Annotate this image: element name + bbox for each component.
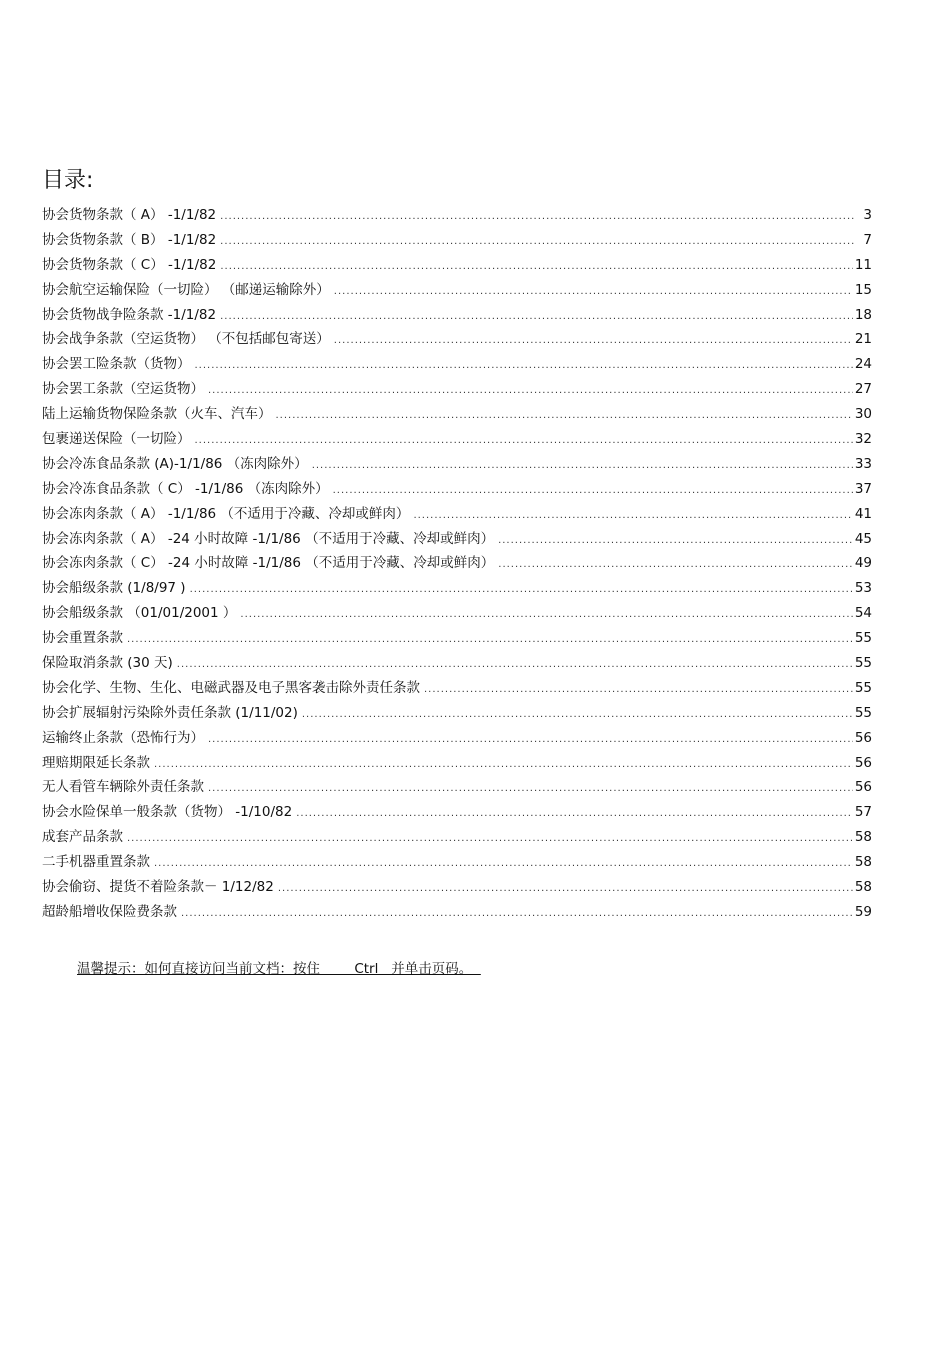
dot-leader	[334, 335, 853, 346]
toc-entry[interactable]	[42, 800, 872, 825]
toc-entry-page-number[interactable]: 41	[854, 505, 872, 522]
toc-entry[interactable]	[42, 875, 872, 900]
dot-leader	[220, 261, 852, 272]
toc-entry-label: 协会化学、生物、生化、电磁武器及电子黑客袭击除外责任条款	[42, 679, 420, 696]
toc-entry-page-number[interactable]: 24	[854, 356, 872, 373]
toc-entry-page-number[interactable]: 3	[863, 207, 872, 223]
dot-leader	[424, 684, 853, 695]
toc-entry-label: 协会船级条款 （01/01/2001 ）	[42, 605, 237, 622]
toc-entry-label: 陆上运输货物保险条款（火车、汽车）	[42, 406, 272, 423]
toc-entry-label: 协会冻肉条款（ C） -24 小时故障 -1/1/86 （不适用于冷藏、冷却或鲜肉）	[42, 555, 495, 572]
toc-entry[interactable]	[42, 551, 872, 576]
toc-entry-label: 协会罢工条款（空运货物）	[42, 381, 204, 398]
dot-leader	[498, 535, 853, 546]
dot-leader	[334, 286, 853, 297]
dot-leader	[312, 460, 853, 471]
toc-entry-label: 运输终止条款（恐怖行为）	[42, 729, 204, 746]
toc-entry-page-number[interactable]: 37	[854, 480, 872, 497]
dot-leader	[276, 410, 853, 421]
toc-entry-page-number[interactable]: 11	[854, 256, 872, 273]
toc-entry[interactable]	[42, 352, 872, 377]
toc-entry[interactable]	[42, 601, 872, 626]
toc-entry-label: 协会偷窃、提货不着险条款－ 1/12/82	[42, 879, 274, 896]
toc-entry[interactable]	[42, 427, 872, 452]
toc-entry-page-number[interactable]: 54	[854, 605, 872, 622]
toc-entry-page-number[interactable]: 55	[854, 679, 872, 696]
dot-leader	[498, 559, 853, 570]
toc-entry-page-number[interactable]: 56	[854, 754, 872, 771]
toc-entry-page-number[interactable]: 33	[854, 455, 872, 472]
toc-entry[interactable]	[42, 651, 872, 676]
toc-entry-label: 协会水险保单一般条款（货物） -1/10/82	[42, 804, 293, 821]
dot-leader	[195, 435, 853, 446]
toc-entry-page-number[interactable]: 21	[854, 331, 872, 348]
toc-entry-page-number[interactable]: 55	[854, 704, 872, 721]
toc-entry[interactable]	[42, 576, 872, 601]
toc-entry-page-number[interactable]: 15	[854, 281, 872, 298]
toc-entry-label: 协会冻肉条款（ A） -24 小时故障 -1/1/86 （不适用于冷藏、冷却或鲜肉）	[42, 530, 495, 547]
toc-entry-page-number[interactable]: 56	[854, 779, 872, 796]
dot-leader	[220, 311, 853, 322]
toc-entry[interactable]	[42, 850, 872, 875]
dot-leader	[127, 833, 853, 844]
toc-entry[interactable]	[42, 278, 872, 303]
dot-leader	[127, 634, 853, 645]
toc-entry-page-number[interactable]: 57	[854, 804, 872, 821]
dot-leader	[278, 883, 853, 894]
toc-entry-page-number[interactable]: 55	[854, 655, 872, 672]
toc-entry-page-number[interactable]: 7	[863, 231, 872, 248]
toc-entry-label: 协会冻肉条款（ A） -1/1/86 （不适用于冷藏、冷却或鲜肉）	[42, 505, 410, 522]
toc-entry-page-number[interactable]: 55	[854, 630, 872, 647]
toc-entry-page-number[interactable]: 58	[854, 879, 872, 896]
toc-entry[interactable]	[42, 327, 872, 352]
toc-entry[interactable]	[42, 502, 872, 527]
toc-entry-label: 协会战争条款（空运货物） （不包括邮包寄送）	[42, 331, 330, 348]
toc-entry-page-number[interactable]: 58	[854, 829, 872, 846]
toc-entry[interactable]	[42, 527, 872, 552]
toc-entry[interactable]	[42, 701, 872, 726]
toc-entry[interactable]	[42, 900, 872, 925]
toc-entry-label: 成套产品条款	[42, 829, 123, 846]
toc-entry[interactable]	[42, 203, 872, 228]
dot-leader	[220, 236, 854, 247]
toc-entry-label: 协会扩展辐射污染除外责任条款 (1/11/02)	[42, 704, 298, 721]
toc-entry-label: 协会重置条款	[42, 630, 123, 647]
toc-entry-label: 协会冷冻食品条款 (A)-1/1/86 （冻肉除外）	[42, 455, 308, 472]
toc-entry-label: 协会货物条款（ C） -1/1/82	[42, 256, 217, 273]
toc-entry[interactable]	[42, 303, 872, 328]
toc-entry-label: 协会货物条款（ B） -1/1/82	[42, 231, 217, 248]
dot-leader	[240, 609, 852, 620]
toc-entry-label: 理赔期限延长条款	[42, 754, 150, 771]
toc-entry-page-number[interactable]: 53	[854, 580, 872, 597]
dot-leader	[195, 360, 853, 371]
toc-entry-page-number[interactable]: 18	[854, 306, 872, 323]
toc-entry-page-number[interactable]: 56	[854, 729, 872, 746]
dot-leader	[333, 485, 853, 496]
toc-entry-label: 包裹递送保险（一切险）	[42, 431, 191, 448]
toc-entry[interactable]	[42, 825, 872, 850]
toc-entry-page-number[interactable]: 27	[854, 381, 872, 398]
toc-entry[interactable]	[42, 626, 872, 651]
toc-entry-label: 超龄船增收保险费条款	[42, 903, 177, 920]
toc-entry-label: 协会货物条款（ A） -1/1/82	[42, 207, 217, 223]
toc-entry-label: 二手机器重置条款	[42, 854, 150, 871]
toc-entry[interactable]	[42, 452, 872, 477]
toc-entry[interactable]	[42, 775, 872, 800]
toc-entry-label: 协会船级条款 (1/8/97 )	[42, 580, 186, 597]
toc-entry-label: 协会航空运输保险（一切险） （邮递运输除外）	[42, 281, 330, 298]
toc-entry[interactable]	[42, 676, 872, 701]
toc-entry-label: 协会冷冻食品条款（ C） -1/1/86 （冻肉除外）	[42, 480, 329, 497]
dot-leader	[208, 734, 853, 745]
toc-entry[interactable]	[42, 253, 872, 278]
dot-leader	[208, 385, 853, 396]
toc-entry[interactable]	[42, 377, 872, 402]
dot-leader	[302, 709, 853, 720]
toc-entry[interactable]	[42, 477, 872, 502]
toc-entry-label: 保险取消条款 (30 天)	[42, 655, 173, 672]
toc-entry-page-number[interactable]: 45	[854, 530, 872, 547]
toc-entry[interactable]	[42, 228, 872, 253]
toc-entry[interactable]	[42, 402, 872, 427]
toc-entry[interactable]	[42, 726, 872, 751]
dot-leader	[413, 510, 852, 521]
toc-entry-page-number[interactable]: 30	[854, 406, 872, 423]
toc-entry[interactable]	[42, 751, 872, 776]
toc-entry-label: 协会货物战争险条款 -1/1/82	[42, 306, 217, 323]
toc-entry-label: 无人看管车辆除外责任条款	[42, 779, 204, 796]
dot-leader	[154, 858, 853, 869]
toc-entry-label: 协会罢工险条款（货物）	[42, 356, 191, 373]
toc-entry-page-number[interactable]: 59	[854, 903, 872, 920]
dot-leader	[220, 211, 854, 222]
toc-title: 目录:	[42, 168, 94, 193]
dot-leader	[154, 759, 853, 770]
toc-entry-page-number[interactable]: 49	[854, 555, 872, 572]
toc-entry-page-number[interactable]: 58	[854, 854, 872, 871]
dot-leader	[190, 584, 853, 595]
toc-list	[42, 203, 872, 925]
dot-leader	[296, 808, 853, 819]
toc-entry-page-number[interactable]: 32	[854, 431, 872, 448]
dot-leader	[181, 908, 853, 919]
dot-leader	[177, 659, 853, 670]
tip-text: 温馨提示：如何直接访问当前文档：按住 Ctrl 并单击页码。	[77, 961, 481, 977]
dot-leader	[208, 783, 853, 794]
